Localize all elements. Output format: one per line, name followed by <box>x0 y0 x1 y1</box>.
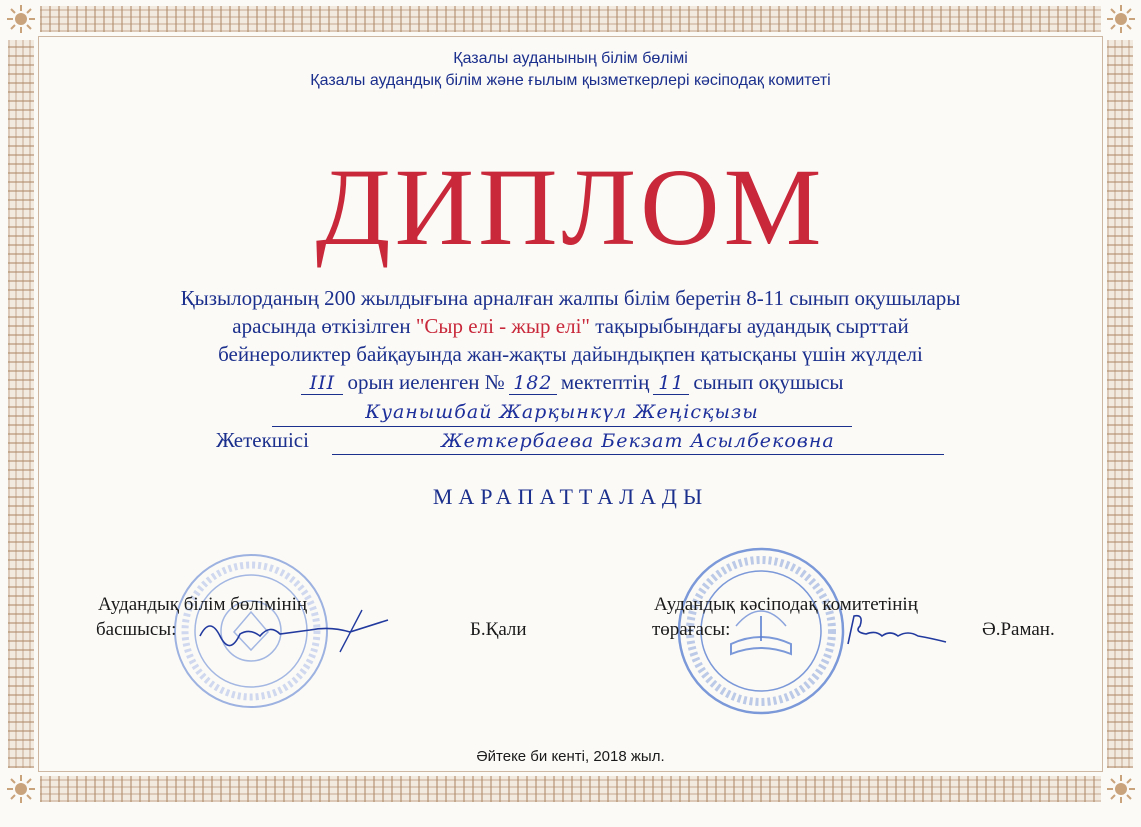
grade-value: 11 <box>653 372 689 395</box>
sun-ornament-icon <box>1106 774 1136 804</box>
left-signatory-role: басшысы: <box>96 619 177 640</box>
school-label: мектептің <box>560 370 650 394</box>
body-line-3: бейнероликтер байқауында жан-жақты дайындықпен қатысқаны үшін жүлделі <box>218 342 923 366</box>
ornament-border-bottom <box>40 776 1101 802</box>
left-signatory-name: Б.Қали <box>470 619 527 640</box>
contest-title: "Сыр елі - жыр елі" <box>415 314 590 338</box>
sun-ornament-icon <box>6 774 36 804</box>
ornament-border-left <box>8 40 34 768</box>
supervisor-name: Жеткербаева Бекзат Асылбековна <box>332 428 944 455</box>
placement-line <box>0 370 1141 395</box>
place-and-year: Әйтеке би кенті, 2018 жыл. <box>476 748 665 765</box>
issuer-committee: Қазалы аудандық білім және ғылым қызметкерлері кәсіподақ комитеті <box>310 72 831 89</box>
body-line-2-end: тақырыбындағы аудандық сырттай <box>590 314 909 338</box>
body-line-1: Қызылорданың 200 жылдығына арналған жалпы білім беретін 8-11 сынып оқушылары <box>180 286 961 310</box>
awarded-heading: МАРАПАТТАЛАДЫ <box>432 484 709 509</box>
supervisor-label: Жетекшісі <box>216 428 309 452</box>
left-signature <box>190 606 390 656</box>
place-value: III <box>301 372 343 395</box>
diploma-title: ДИПЛОМ <box>315 146 826 268</box>
left-signatory-title: Аудандық білім бөлімінің <box>98 594 308 615</box>
right-signature <box>842 608 952 652</box>
ornament-border-right <box>1107 40 1133 768</box>
sun-ornament-icon <box>6 4 36 34</box>
ornament-border-top <box>40 6 1101 32</box>
issuer-department: Қазалы ауданының білім бөлімі <box>453 50 688 67</box>
body-line-2 <box>0 314 1141 339</box>
grade-label: сынып оқушысы <box>693 370 844 394</box>
sun-ornament-icon <box>1106 4 1136 34</box>
right-signatory-name: Ә.Раман. <box>982 619 1055 640</box>
school-number: 182 <box>509 372 557 395</box>
place-label: орын иеленген № <box>347 370 505 394</box>
right-signatory-role: төрағасы: <box>652 619 731 640</box>
student-name: Куанышбай Жарқынкүл Жеңісқызы <box>272 398 852 427</box>
body-line-2-start: арасында өткізілген <box>232 314 416 338</box>
right-signatory-title: Аудандық кәсіподақ комитетінің <box>654 594 918 615</box>
